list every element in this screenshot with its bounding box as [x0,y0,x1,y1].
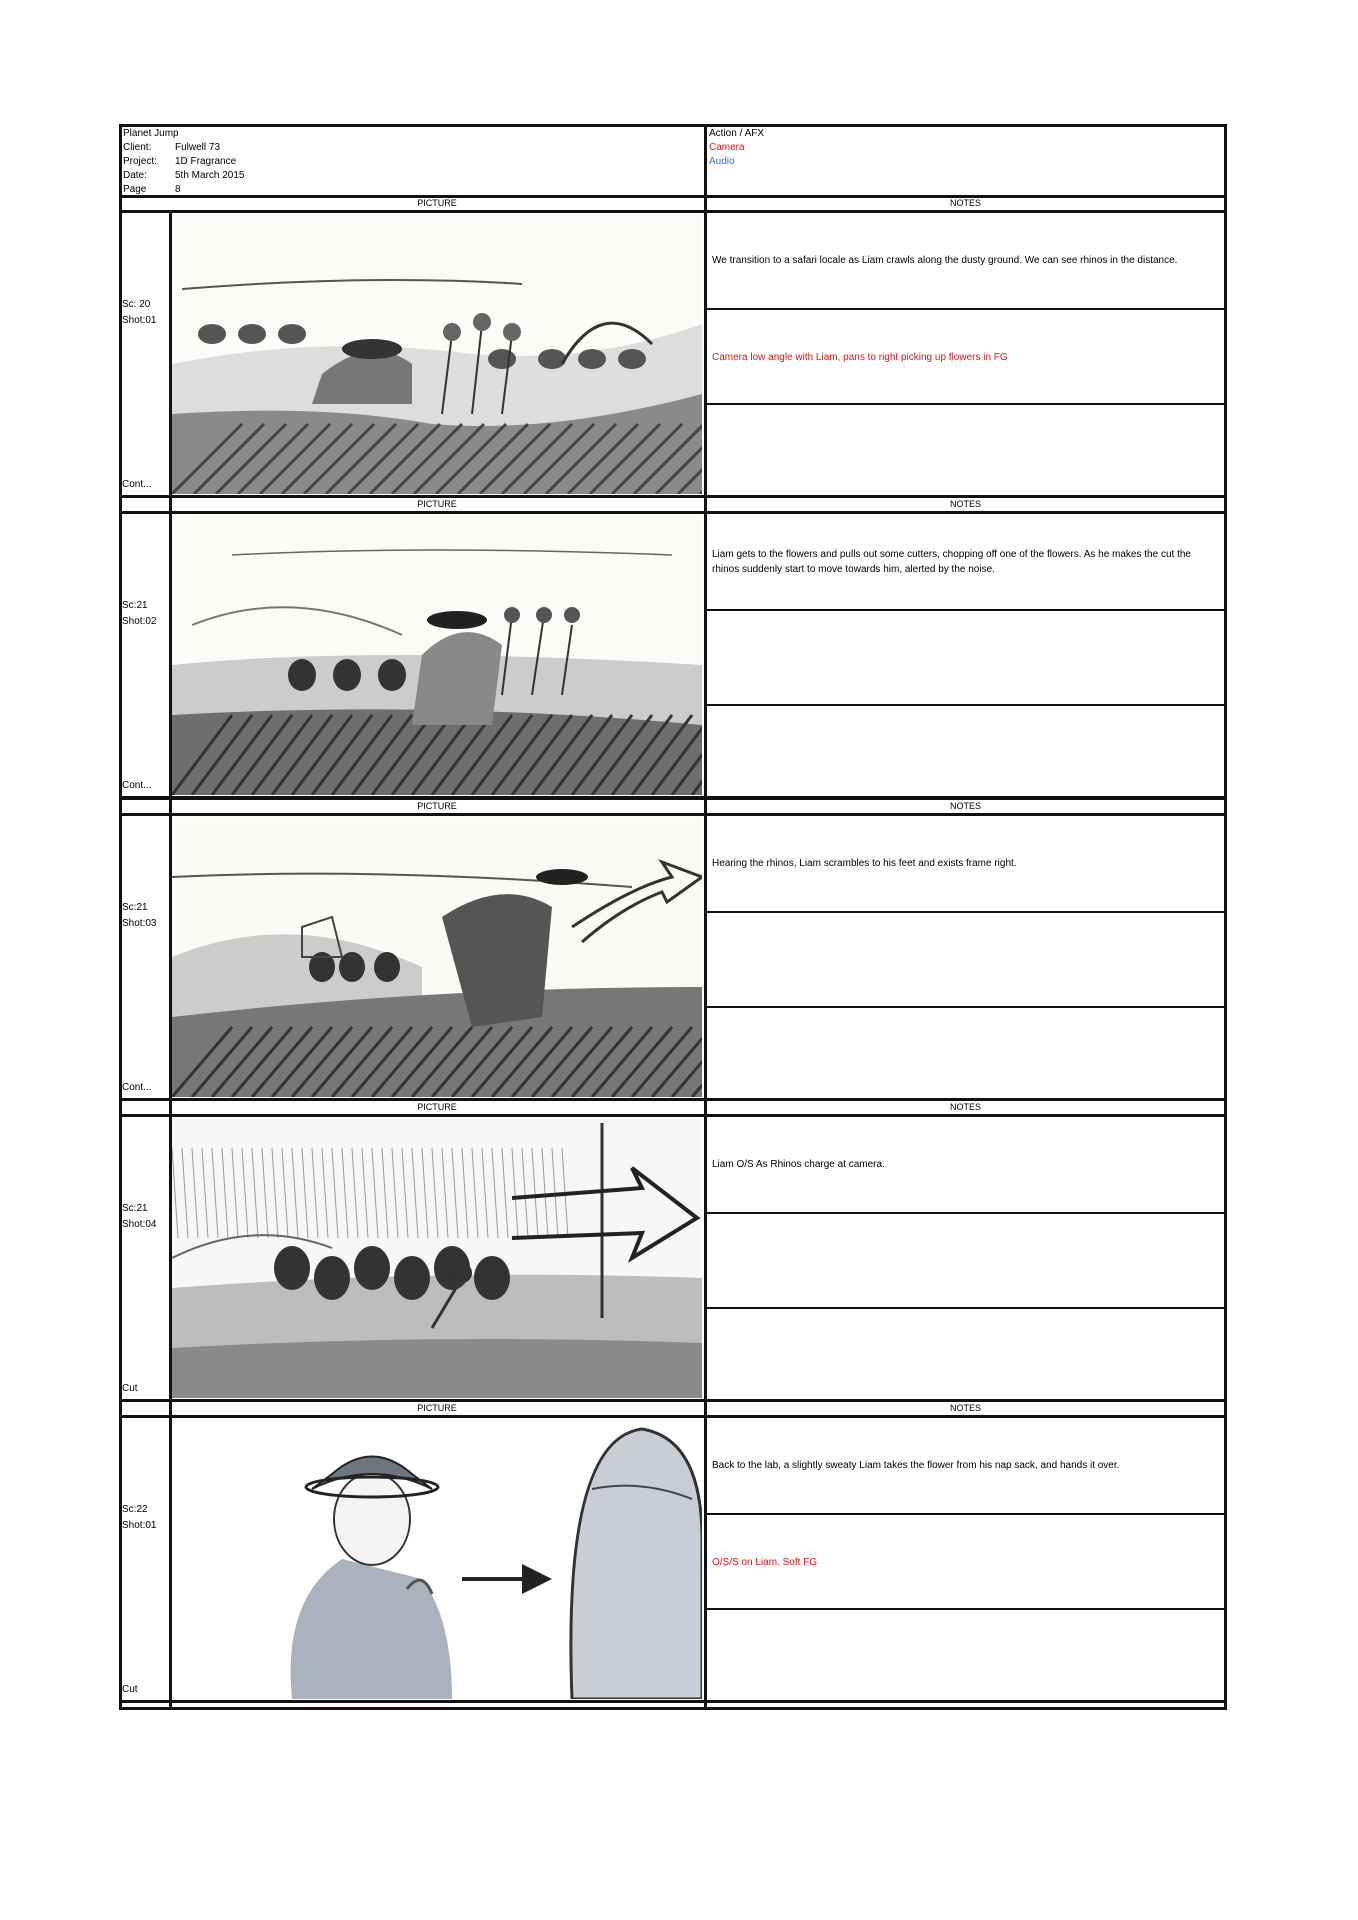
storyboard-sheet [119,124,1227,1710]
picture-column-label: PICTURE [417,1102,457,1112]
panel-bottom-line [119,1700,1227,1703]
shot-number: Shot:03 [122,918,157,929]
picture-column-label: PICTURE [417,198,457,208]
shot-number: Shot:04 [122,1219,157,1230]
shot-number: Shot:02 [122,616,157,627]
transition-label: Cont... [122,1082,152,1093]
client-value: Fulwell 73 [175,142,221,153]
notes-column-label: NOTES [949,801,981,811]
camera-note [708,1214,1224,1309]
date-label: Date: [123,170,147,181]
header-info [123,127,703,195]
sketch-rhinos-charge-icon [172,1118,702,1398]
legend-camera: Camera [709,142,745,153]
page-label: Page [123,184,147,195]
date-value: 5th March 2015 [175,170,245,181]
action-note [708,514,1224,609]
storyboard-frame-image [172,214,702,494]
camera-note-text: Camera low angle with Liam, pans to right picking up flowers in FG [712,352,1008,363]
page-value: 8 [175,184,181,195]
client-label: Client: [123,142,152,153]
audio-note [708,706,1224,797]
storyboard-frame-image [172,515,702,795]
notes-column-label: NOTES [949,499,981,509]
action-note-text: Liam gets to the flowers and pulls out some cutters, chopping off one of the flowers. As he makes the cut the rhinos suddenly start to move towards him, alerted by the noise. [712,548,1191,575]
project-value: 1D Fragrance [175,156,237,167]
audio-note [708,405,1224,496]
legend-action: Action / AFX [709,128,765,139]
storyboard-title: Planet Jump [123,128,179,139]
scene-number: Sc: 20 [122,299,151,310]
shot-number: Shot:01 [122,315,157,326]
notes-column-label: NOTES [949,1102,981,1112]
action-note-text: We transition to a safari locale as Liam crawls along the dusty ground. We can see rhinos in the distance. [712,255,1178,266]
camera-note [708,611,1224,706]
scene-number: Sc:21 [122,600,148,611]
shot-number: Shot:01 [122,1520,157,1531]
storyboard-frame-image [172,817,702,1097]
transition-label: Cut [122,1383,138,1394]
project-label: Project: [123,156,157,167]
camera-note [708,1515,1224,1610]
legend-audio: Audio [709,156,735,167]
storyboard-frame-image [172,1118,702,1398]
camera-note [708,913,1224,1008]
action-note-text: Liam O/S As Rhinos charge at camera. [712,1159,885,1170]
transition-label: Cont... [122,780,152,791]
transition-label: Cont... [122,479,152,490]
picture-column-label: PICTURE [417,1403,457,1413]
action-note [708,1117,1224,1212]
sketch-liam-exits-frame-right-icon [172,817,702,1097]
audio-note [708,1008,1224,1099]
picture-notes-divider [704,124,707,1710]
audio-note [708,1309,1224,1400]
sketch-liam-cutting-flower-icon [172,515,702,795]
scene-number: Sc:21 [122,902,148,913]
sketch-liam-crawling-rhinos-flowers-icon [172,214,702,494]
picture-column-label: PICTURE [417,499,457,509]
action-note [708,1418,1224,1513]
scene-number: Sc:21 [122,1203,148,1214]
camera-note [708,310,1224,405]
picture-column-label: PICTURE [417,801,457,811]
action-note [708,213,1224,308]
storyboard-frame-image [172,1419,702,1699]
transition-label: Cut [122,1684,138,1695]
action-note-text: Back to the lab, a slightly sweaty Liam takes the flower from his nap sack, and hands it over. [712,1460,1120,1471]
scene-number: Sc:22 [122,1504,148,1515]
action-note-text: Hearing the rhinos, Liam scrambles to his feet and exists frame right. [712,858,1017,869]
sketch-liam-hands-flower-lab-icon [172,1419,702,1699]
camera-note-text: O/S/S on Liam. Soft FG [712,1557,818,1568]
audio-note [708,1610,1224,1701]
color-legend [709,127,1209,177]
notes-column-label: NOTES [949,198,981,208]
action-note [708,816,1224,911]
notes-column-label: NOTES [949,1403,981,1413]
